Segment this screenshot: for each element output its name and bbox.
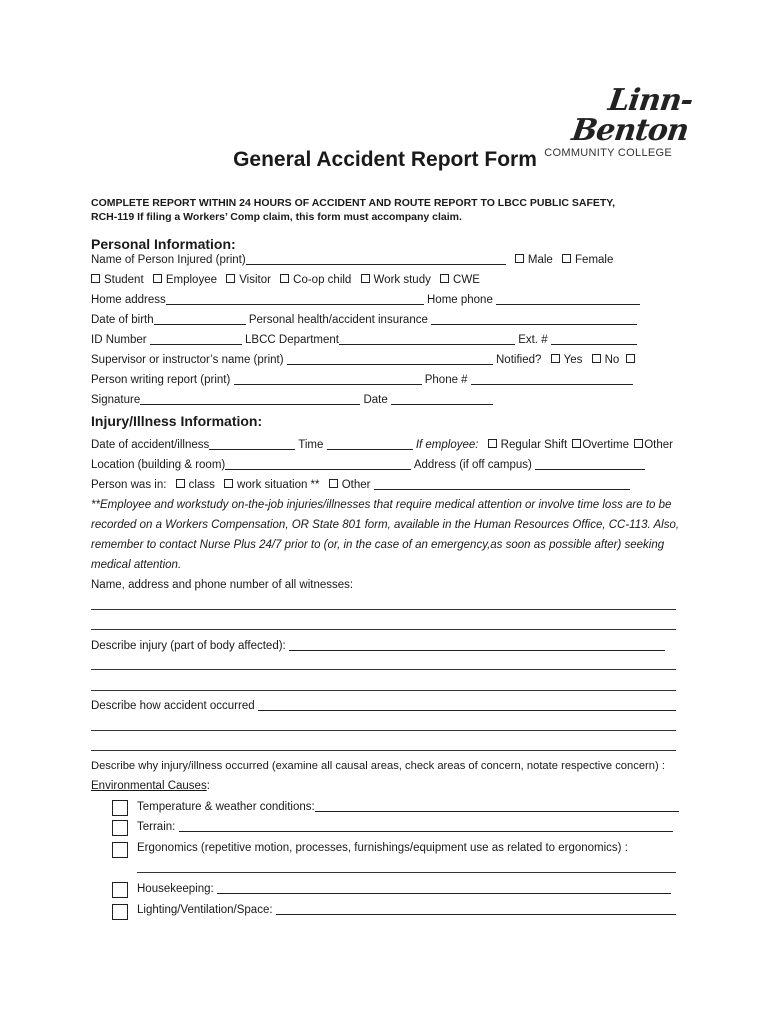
describe-injury-label: Describe injury (part of body affected): (91, 640, 286, 652)
person-was-in-row (91, 478, 630, 492)
witnesses-line-1[interactable] (91, 609, 676, 610)
no-box-icon (626, 354, 635, 363)
overtime-label: Overtime (582, 439, 630, 451)
notified-yes-checkbox[interactable] (551, 354, 560, 363)
if-employee-label: If employee: (415, 439, 479, 451)
describe-why-label: Describe why injury/illness occurred (examine all causal areas, check areas of concern, notate respective concern) : (91, 760, 665, 772)
signature-label: Signature (91, 394, 141, 406)
note-line-4: medical attention. (91, 559, 182, 571)
other-checkbox[interactable] (329, 479, 338, 488)
date-label: Date (363, 394, 388, 406)
role-label: Student (104, 274, 144, 286)
personal-info-heading: Personal Information: (91, 236, 236, 252)
male-checkbox[interactable] (515, 254, 524, 263)
signature-row (91, 393, 493, 407)
insurance-label: Personal health/accident insurance (248, 314, 428, 326)
home-phone-input[interactable] (496, 293, 640, 305)
page-title: General Accident Report Form (233, 148, 537, 171)
address-off-campus-input[interactable] (535, 458, 645, 470)
intro-line-1: COMPLETE REPORT WITHIN 24 HOURS OF ACCIDENT AND ROUTE REPORT TO LBCC PUBLIC SAFETY, (91, 197, 616, 209)
role-label: Employee (165, 274, 217, 286)
location-input[interactable] (225, 458, 411, 470)
insurance-input[interactable] (431, 313, 637, 325)
housekeeping-input[interactable] (217, 882, 671, 894)
male-label: Male (527, 254, 553, 266)
home-address-input[interactable] (166, 293, 424, 305)
id-number-label: ID Number (91, 334, 147, 346)
dob-row (91, 313, 637, 327)
work-study-checkbox[interactable] (361, 274, 370, 283)
student-checkbox[interactable] (91, 274, 100, 283)
lighting-row (137, 903, 676, 917)
describe-how-label: Describe how accident occurred (91, 700, 255, 712)
cwe-checkbox[interactable] (440, 274, 449, 283)
department-label: LBCC Department (245, 334, 339, 346)
other-shift-checkbox[interactable] (634, 439, 643, 448)
housekeeping-checkbox[interactable] (112, 882, 128, 898)
role-label: Visitor (239, 274, 271, 286)
id-number-input[interactable] (150, 333, 242, 345)
temperature-input[interactable] (315, 800, 679, 812)
phone-label: Phone # (424, 374, 468, 386)
home-phone-label: Home phone (427, 294, 493, 306)
regular-shift-label: Regular Shift (500, 439, 568, 451)
dob-label: Date of birth (91, 314, 154, 326)
lighting-input[interactable] (276, 903, 676, 915)
supervisor-row (91, 353, 639, 367)
temperature-row (137, 800, 679, 814)
describe-injury-line-3[interactable] (91, 690, 676, 691)
work-situation-checkbox[interactable] (224, 479, 233, 488)
describe-injury-input[interactable] (289, 639, 665, 651)
ergonomics-label: Ergonomics (repetitive motion, processes, furnishings/equipment use as related to ergonomics) : (137, 842, 628, 854)
female-label: Female (575, 254, 614, 266)
female-checkbox[interactable] (562, 254, 571, 263)
note-line-2: recorded on a Workers Compensation, OR State 801 form, available in the Human Resources Office, CC-113. Also, (91, 519, 680, 531)
address-off-campus-label: Address (if off campus) (413, 459, 532, 471)
describe-how-line-2[interactable] (91, 730, 676, 731)
dob-input[interactable] (154, 313, 246, 325)
lighting-checkbox[interactable] (112, 904, 128, 920)
role-label: CWE (453, 274, 480, 286)
overtime-checkbox[interactable] (572, 439, 581, 448)
note-line-1: **Employee and workstudy on-the-job injuries/illnesses that require medical attention or involve time loss are to be (91, 499, 672, 511)
address-row (91, 293, 640, 307)
ergonomics-line[interactable] (137, 872, 676, 873)
name-row (91, 253, 613, 267)
notified-label: Notified? (496, 354, 542, 366)
env-causes-label: Environmental Causes (91, 780, 207, 792)
role-row (91, 273, 480, 287)
terrain-label: Terrain: (137, 821, 176, 833)
other-label: Other (341, 479, 371, 491)
describe-injury-row (91, 639, 665, 653)
department-input[interactable] (339, 333, 515, 345)
housekeeping-row (137, 882, 671, 896)
accident-date-input[interactable] (209, 438, 295, 450)
terrain-checkbox[interactable] (112, 820, 128, 836)
person-was-in-label: Person was in: (91, 479, 167, 491)
intro-instructions (91, 196, 691, 224)
describe-how-input[interactable] (258, 699, 676, 711)
other-input[interactable] (374, 478, 630, 490)
accident-date-row (91, 438, 673, 452)
work-situation-label: work situation ** (237, 479, 320, 491)
coop-child-checkbox[interactable] (280, 274, 289, 283)
class-label: class (188, 479, 215, 491)
housekeeping-label: Housekeeping: (137, 883, 214, 895)
witnesses-label: Name, address and phone number of all witnesses: (91, 579, 354, 591)
no-label: No (604, 354, 620, 366)
class-checkbox[interactable] (176, 479, 185, 488)
lighting-label: Lighting/Ventilation/Space: (137, 904, 273, 916)
notified-no-checkbox[interactable] (592, 354, 601, 363)
ext-input[interactable] (551, 333, 637, 345)
accident-date-label: Date of accident/illness (91, 439, 210, 451)
terrain-input[interactable] (179, 820, 673, 832)
intro-line-2: RCH-119 If filing a Workers’ Comp claim, this form must accompany claim. (91, 211, 462, 223)
temperature-checkbox[interactable] (112, 800, 128, 816)
writer-input[interactable] (234, 373, 422, 385)
describe-how-row (91, 699, 676, 713)
temperature-label: Temperature & weather conditions: (137, 801, 315, 813)
location-label: Location (building & room) (91, 459, 226, 471)
time-input[interactable] (327, 438, 413, 450)
describe-injury-line-2[interactable] (91, 669, 676, 670)
yes-label: Yes (563, 354, 583, 366)
ergonomics-checkbox[interactable] (112, 842, 128, 858)
location-row (91, 458, 645, 472)
date-input[interactable] (391, 393, 493, 405)
logo-subtitle: COMMUNITY COLLEGE (544, 147, 672, 159)
writer-label: Person writing report (print) (91, 374, 231, 386)
terrain-row (137, 820, 673, 834)
ext-label: Ext. # (518, 334, 548, 346)
describe-how-line-3[interactable] (91, 750, 676, 751)
supervisor-input[interactable] (287, 353, 493, 365)
visitor-checkbox[interactable] (226, 274, 235, 283)
home-address-label: Home address (91, 294, 166, 306)
regular-shift-checkbox[interactable] (488, 439, 497, 448)
supervisor-label: Supervisor or instructor’s name (print) (91, 354, 284, 366)
logo-wordmark: Linn-Benton (569, 83, 695, 148)
env-causes-row: Environmental Causes: (91, 780, 210, 792)
role-label: Work study (373, 274, 431, 286)
phone-input[interactable] (471, 373, 633, 385)
signature-input[interactable] (140, 393, 360, 405)
witnesses-line-2[interactable] (91, 629, 676, 630)
time-label: Time (298, 439, 324, 451)
injury-info-heading: Injury/Illness Information: (91, 413, 263, 429)
name-input[interactable] (246, 253, 506, 265)
name-label: Name of Person Injured (print) (91, 254, 246, 266)
id-row (91, 333, 637, 347)
other-shift-label: Other (644, 439, 673, 451)
role-label: Co-op child (293, 274, 352, 286)
writer-row (91, 373, 633, 387)
note-line-3: remember to contact Nurse Plus 24/7 prior to (or, in the case of an emergency,as soon as possible after) seeking (91, 539, 665, 551)
employee-checkbox[interactable] (153, 274, 162, 283)
